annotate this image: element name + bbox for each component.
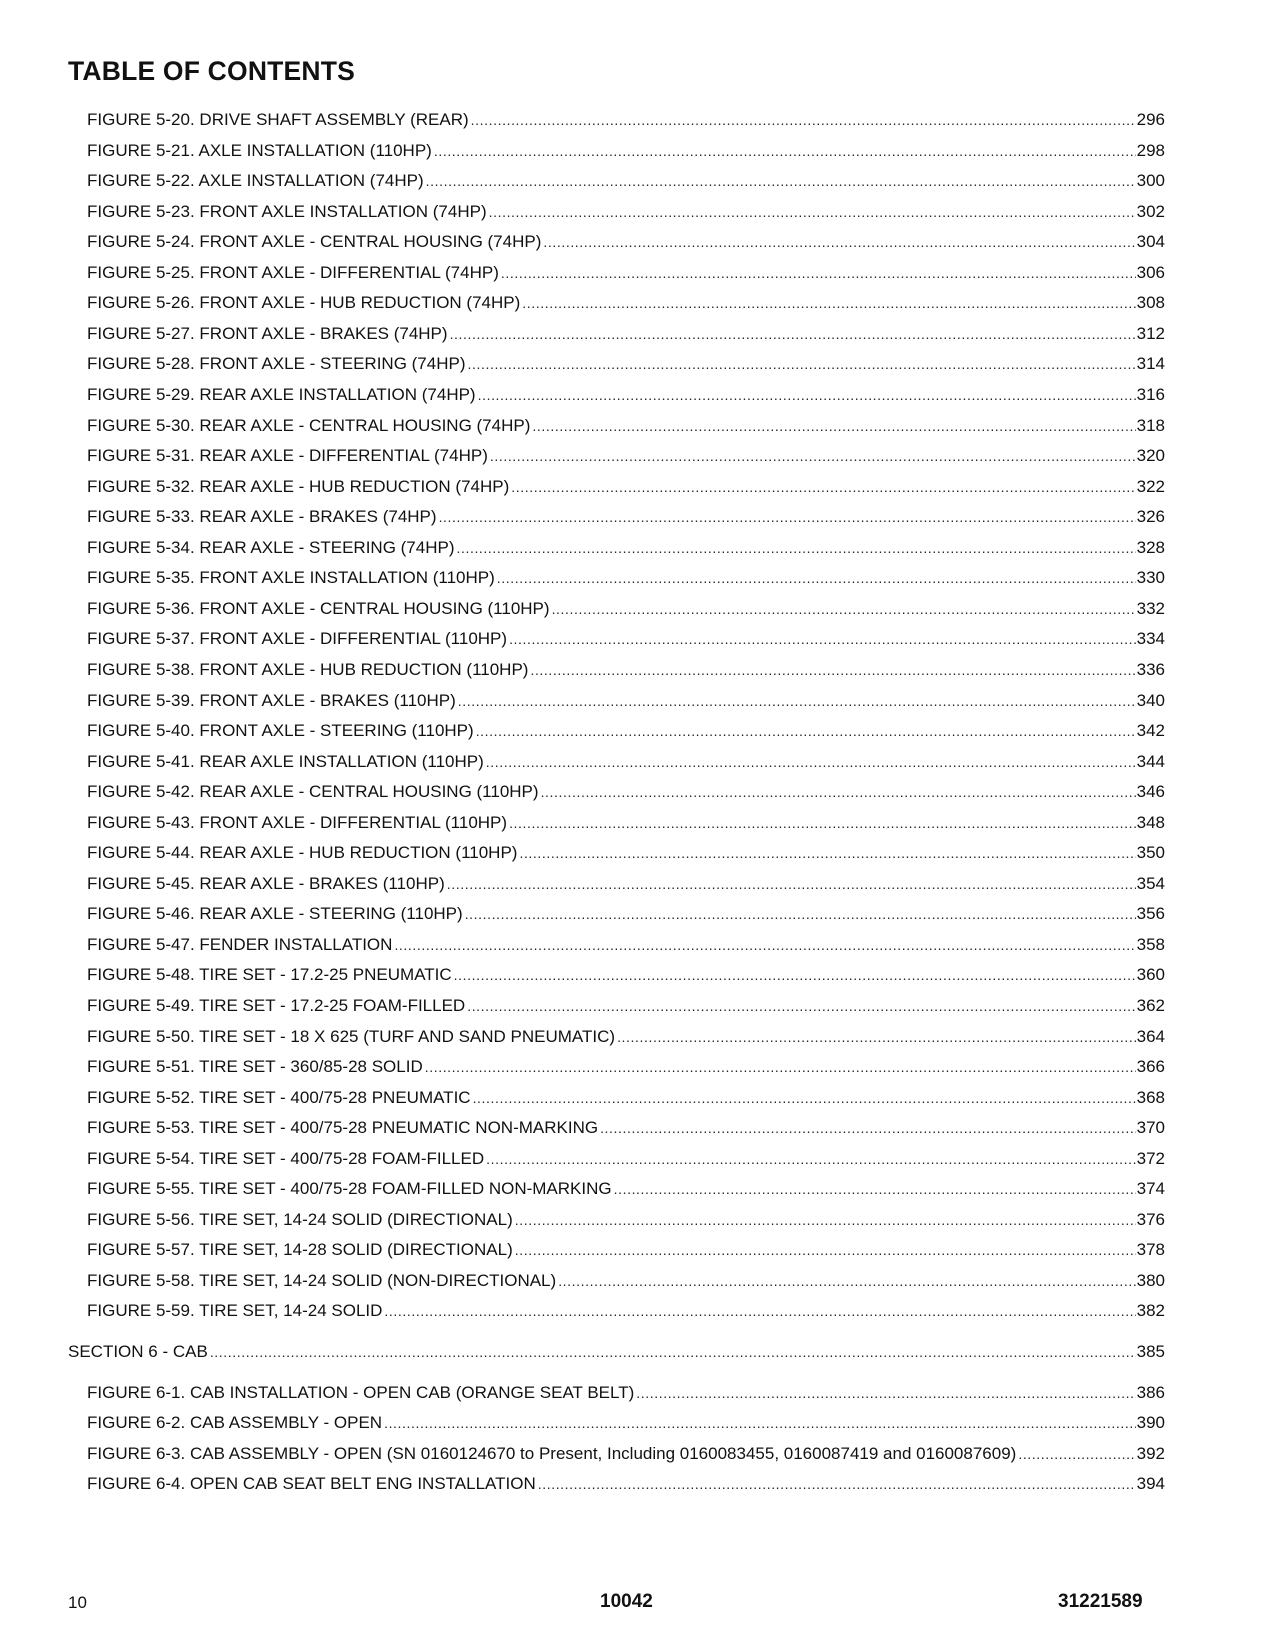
toc-entry-page: 374 bbox=[1136, 1179, 1165, 1199]
toc-figure-entry[interactable] bbox=[87, 323, 1165, 345]
toc-figure-entry[interactable] bbox=[87, 751, 1165, 773]
toc-entry-title: FIGURE 6-4. OPEN CAB SEAT BELT ENG INSTALLATION bbox=[87, 1474, 536, 1494]
toc-entry-page: 328 bbox=[1136, 537, 1165, 557]
toc-entry-title: FIGURE 5-52. TIRE SET - 400/75-28 PNEUMATIC bbox=[87, 1087, 471, 1107]
toc-entry-title: FIGURE 5-27. FRONT AXLE - BRAKES (74HP) bbox=[87, 323, 448, 343]
toc-entry-title: FIGURE 5-31. REAR AXLE - DIFFERENTIAL (74HP) bbox=[87, 446, 488, 466]
toc-entry-page: 314 bbox=[1136, 354, 1165, 374]
toc-entry-page: 300 bbox=[1136, 171, 1165, 191]
toc-entry-page: 364 bbox=[1136, 1026, 1165, 1046]
toc-dot-leader bbox=[210, 1341, 1136, 1363]
toc-figure-entry[interactable] bbox=[87, 598, 1165, 620]
toc-dot-leader bbox=[552, 598, 1136, 620]
toc-figure-entry[interactable] bbox=[87, 1087, 1165, 1109]
toc-entry-title: FIGURE 5-28. FRONT AXLE - STEERING (74HP) bbox=[87, 354, 466, 374]
toc-entry-page: 366 bbox=[1136, 1057, 1165, 1076]
toc-entry-title: FIGURE 5-29. REAR AXLE INSTALLATION (74HP) bbox=[87, 385, 476, 404]
toc-entry-title: FIGURE 5-58. TIRE SET, 14-24 SOLID (NON-DIRECTIONAL) bbox=[87, 1270, 557, 1290]
toc-section-entry[interactable] bbox=[68, 1341, 1165, 1363]
toc-entry-page: 298 bbox=[1136, 140, 1165, 160]
toc-dot-leader bbox=[486, 751, 1136, 773]
toc-figure-entry[interactable] bbox=[87, 1300, 1165, 1322]
toc-entry-page: 302 bbox=[1136, 201, 1165, 221]
toc-dot-leader bbox=[509, 628, 1136, 650]
toc-entry-page: 332 bbox=[1136, 598, 1165, 618]
toc-entry-title: FIGURE 5-20. DRIVE SHAFT ASSEMBLY (REAR) bbox=[87, 110, 469, 129]
toc-entry-page: 356 bbox=[1136, 904, 1165, 924]
toc-dot-leader bbox=[468, 353, 1136, 375]
toc-entry-title: FIGURE 5-21. AXLE INSTALLATION (110HP) bbox=[87, 140, 432, 160]
toc-figure-entry[interactable] bbox=[87, 690, 1165, 712]
toc-dot-leader bbox=[425, 1056, 1136, 1078]
toc-figure-entry[interactable] bbox=[87, 201, 1165, 223]
toc-entry-page: 348 bbox=[1136, 812, 1165, 832]
toc-entry-page: 312 bbox=[1136, 323, 1165, 343]
toc-entry-title: FIGURE 5-40. FRONT AXLE - STEERING (110HP) bbox=[87, 721, 474, 740]
toc-dot-leader bbox=[558, 1270, 1135, 1292]
toc-entry-title: FIGURE 5-53. TIRE SET - 400/75-28 PNEUMATIC NON-MARKING bbox=[87, 1118, 599, 1138]
toc-figure-entry[interactable] bbox=[87, 781, 1165, 803]
toc-entry-title: FIGURE 6-3. CAB ASSEMBLY - OPEN (SN 0160124670 to Present, Including 0160083455, 0160087419 and 0160087609) bbox=[87, 1443, 1017, 1463]
toc-entry-title: FIGURE 5-56. TIRE SET, 14-24 SOLID (DIRECTIONAL) bbox=[87, 1209, 513, 1229]
toc-dot-leader bbox=[465, 903, 1136, 925]
toc-figure-entry[interactable] bbox=[87, 353, 1165, 375]
toc-entry-title: FIGURE 5-42. REAR AXLE - CENTRAL HOUSING (110HP) bbox=[87, 782, 539, 802]
toc-entry-title: FIGURE 5-54. TIRE SET - 400/75-28 FOAM-FILLED bbox=[87, 1148, 485, 1168]
toc-entry-page: 326 bbox=[1136, 507, 1165, 527]
toc-dot-leader bbox=[476, 720, 1136, 742]
toc-entry-page: 394 bbox=[1136, 1474, 1165, 1494]
toc-entry-page: 382 bbox=[1136, 1301, 1165, 1321]
toc-entry-page: 360 bbox=[1136, 965, 1165, 985]
footer-page-number: 10 bbox=[68, 1593, 87, 1612]
toc-entry-title: FIGURE 5-45. REAR AXLE - BRAKES (110HP) bbox=[87, 873, 445, 893]
toc-entry-page: 342 bbox=[1136, 721, 1165, 740]
toc-entry-title: FIGURE 5-57. TIRE SET, 14-28 SOLID (DIRECTIONAL) bbox=[87, 1240, 513, 1260]
toc-entry-page: 362 bbox=[1136, 995, 1165, 1015]
toc-dot-leader bbox=[471, 109, 1136, 131]
toc-figure-entry[interactable] bbox=[87, 1056, 1165, 1078]
toc-dot-leader bbox=[447, 873, 1136, 895]
toc-dot-leader bbox=[1018, 1443, 1135, 1465]
toc-figure-entry[interactable] bbox=[87, 476, 1165, 498]
toc-dot-leader bbox=[384, 1300, 1135, 1322]
toc-dot-leader bbox=[522, 292, 1135, 314]
toc-figure-entry[interactable] bbox=[87, 903, 1165, 925]
toc-entry-page: 390 bbox=[1136, 1413, 1165, 1433]
toc-entry-page: 334 bbox=[1136, 629, 1165, 649]
toc-entry-page: 308 bbox=[1136, 293, 1165, 313]
toc-figure-entry[interactable] bbox=[87, 1412, 1165, 1434]
toc-dot-leader bbox=[541, 781, 1136, 803]
toc-entry-page: 346 bbox=[1136, 782, 1165, 802]
toc-entry-page: 344 bbox=[1136, 751, 1165, 771]
toc-figure-entry[interactable] bbox=[87, 720, 1165, 742]
toc-entry-page: 354 bbox=[1136, 873, 1165, 893]
toc-entry-title: FIGURE 5-23. FRONT AXLE INSTALLATION (74HP) bbox=[87, 201, 487, 221]
toc-dot-leader bbox=[384, 1412, 1136, 1434]
toc-entry-page: 380 bbox=[1136, 1270, 1165, 1290]
toc-entry-page: 316 bbox=[1136, 385, 1165, 404]
toc-entry-title: FIGURE 5-26. FRONT AXLE - HUB REDUCTION (74HP) bbox=[87, 293, 521, 313]
toc-entry-title: FIGURE 5-25. FRONT AXLE - DIFFERENTIAL (74HP) bbox=[87, 262, 499, 282]
toc-entry-title: FIGURE 5-48. TIRE SET - 17.2-25 PNEUMATIC bbox=[87, 965, 452, 985]
toc-figure-entry[interactable] bbox=[87, 964, 1165, 986]
toc-figure-entry[interactable] bbox=[87, 659, 1165, 681]
toc-entry-page: 336 bbox=[1136, 659, 1165, 679]
toc-dot-leader bbox=[490, 445, 1136, 467]
toc-figure-entry[interactable] bbox=[87, 628, 1165, 650]
toc-dot-leader bbox=[450, 323, 1136, 345]
toc-dot-leader bbox=[497, 567, 1136, 589]
toc-figure-entry[interactable] bbox=[87, 1270, 1165, 1292]
toc-entry-title: FIGURE 5-32. REAR AXLE - HUB REDUCTION (74HP) bbox=[87, 476, 510, 496]
toc-dot-leader bbox=[501, 262, 1136, 284]
toc-dot-leader bbox=[456, 537, 1135, 559]
toc-entry-title: FIGURE 5-46. REAR AXLE - STEERING (110HP) bbox=[87, 904, 463, 924]
toc-entry-title: FIGURE 5-55. TIRE SET - 400/75-28 FOAM-FILLED NON-MARKING bbox=[87, 1179, 612, 1199]
toc-entry-title: SECTION 6 - CAB bbox=[68, 1342, 208, 1361]
toc-entry-title: FIGURE 5-33. REAR AXLE - BRAKES (74HP) bbox=[87, 507, 437, 527]
toc-entry-page: 378 bbox=[1136, 1240, 1165, 1260]
toc-dot-leader bbox=[439, 506, 1136, 528]
toc-dot-leader bbox=[532, 415, 1135, 437]
toc-figure-entry[interactable] bbox=[87, 1209, 1165, 1231]
toc-dot-leader bbox=[617, 1026, 1136, 1048]
toc-dot-leader bbox=[636, 1382, 1135, 1404]
toc-entry-page: 370 bbox=[1136, 1118, 1165, 1138]
toc-figure-entry[interactable] bbox=[87, 170, 1165, 192]
toc-entry-title: FIGURE 5-38. FRONT AXLE - HUB REDUCTION (110HP) bbox=[87, 659, 529, 679]
toc-dot-leader bbox=[478, 384, 1136, 406]
toc-dot-leader bbox=[489, 201, 1136, 223]
toc-entry-page: 376 bbox=[1136, 1209, 1165, 1229]
toc-entry-title: FIGURE 5-50. TIRE SET - 18 X 625 (TURF AND SAND PNEUMATIC) bbox=[87, 1026, 616, 1046]
toc-dot-leader bbox=[530, 659, 1135, 681]
toc-figure-entry[interactable] bbox=[87, 109, 1165, 131]
toc-entry-page: 320 bbox=[1136, 446, 1165, 466]
toc-figure-entry[interactable] bbox=[87, 1117, 1165, 1139]
toc-entry-title: FIGURE 5-37. FRONT AXLE - DIFFERENTIAL (110HP) bbox=[87, 629, 508, 649]
footer-part-number: 31221589 bbox=[1058, 1591, 1143, 1612]
toc-dot-leader bbox=[394, 934, 1135, 956]
toc-entry-title: FIGURE 5-49. TIRE SET - 17.2-25 FOAM-FILLED bbox=[87, 995, 466, 1015]
page-title: TABLE OF CONTENTS bbox=[68, 56, 356, 86]
toc-figure-entry[interactable] bbox=[87, 1473, 1165, 1495]
toc-entry-title: FIGURE 5-34. REAR AXLE - STEERING (74HP) bbox=[87, 537, 455, 557]
toc-dot-leader bbox=[511, 476, 1135, 498]
toc-entry-title: FIGURE 6-2. CAB ASSEMBLY - OPEN bbox=[87, 1413, 383, 1433]
toc-figure-entry[interactable] bbox=[87, 537, 1165, 559]
toc-entry-title: FIGURE 5-36. FRONT AXLE - CENTRAL HOUSING (110HP) bbox=[87, 598, 550, 618]
toc-entry-page: 340 bbox=[1136, 690, 1165, 710]
toc-figure-entry[interactable] bbox=[87, 934, 1165, 956]
toc-entry-title: FIGURE 6-1. CAB INSTALLATION - OPEN CAB (ORANGE SEAT BELT) bbox=[87, 1382, 635, 1402]
toc-dot-leader bbox=[486, 1148, 1136, 1170]
toc-figure-entry[interactable] bbox=[87, 1382, 1165, 1404]
toc-figure-entry[interactable] bbox=[87, 262, 1165, 284]
toc-dot-leader bbox=[538, 1473, 1136, 1495]
toc-entry-page: 296 bbox=[1136, 110, 1165, 129]
toc-dot-leader bbox=[515, 1209, 1136, 1231]
toc-dot-leader bbox=[426, 170, 1136, 192]
toc-dot-leader bbox=[519, 842, 1135, 864]
toc-figure-entry[interactable] bbox=[87, 995, 1165, 1017]
toc-entry-title: FIGURE 5-43. FRONT AXLE - DIFFERENTIAL (110HP) bbox=[87, 812, 508, 832]
toc-entry-page: 350 bbox=[1136, 843, 1165, 863]
toc-entry-page: 386 bbox=[1136, 1382, 1165, 1402]
toc-figure-entry[interactable] bbox=[87, 292, 1165, 314]
toc-figure-entry[interactable] bbox=[87, 812, 1165, 834]
toc-figure-entry[interactable] bbox=[87, 567, 1165, 589]
toc-entry-page: 318 bbox=[1136, 415, 1165, 435]
toc-dot-leader bbox=[543, 231, 1135, 253]
toc-dot-leader bbox=[614, 1178, 1136, 1200]
toc-entry-page: 372 bbox=[1136, 1148, 1165, 1168]
toc-entry-title: FIGURE 5-24. FRONT AXLE - CENTRAL HOUSING (74HP) bbox=[87, 232, 542, 252]
toc-figure-entry[interactable] bbox=[87, 384, 1165, 406]
toc-entry-title: FIGURE 5-47. FENDER INSTALLATION bbox=[87, 934, 393, 954]
toc-figure-entry[interactable] bbox=[87, 1148, 1165, 1170]
toc-entry-page: 306 bbox=[1136, 262, 1165, 282]
toc-dot-leader bbox=[509, 812, 1136, 834]
toc-entry-title: FIGURE 5-59. TIRE SET, 14-24 SOLID bbox=[87, 1301, 383, 1321]
toc-figure-entry[interactable] bbox=[87, 842, 1165, 864]
toc-entry-page: 322 bbox=[1136, 476, 1165, 496]
footer-model: 10042 bbox=[600, 1591, 653, 1612]
toc-dot-leader bbox=[473, 1087, 1136, 1109]
toc-entry-title: FIGURE 5-35. FRONT AXLE INSTALLATION (110HP) bbox=[87, 568, 495, 588]
toc-entry-title: FIGURE 5-44. REAR AXLE - HUB REDUCTION (110HP) bbox=[87, 843, 518, 863]
toc-figure-entry[interactable] bbox=[87, 1443, 1165, 1465]
toc-figure-entry[interactable] bbox=[87, 873, 1165, 895]
toc-figure-entry[interactable] bbox=[87, 415, 1165, 437]
toc-figure-entry[interactable] bbox=[87, 1026, 1165, 1048]
toc-entry-title: FIGURE 5-22. AXLE INSTALLATION (74HP) bbox=[87, 171, 424, 191]
toc-entry-title: FIGURE 5-39. FRONT AXLE - BRAKES (110HP) bbox=[87, 690, 456, 710]
toc-entry-page: 304 bbox=[1136, 232, 1165, 252]
toc-dot-leader bbox=[600, 1117, 1136, 1139]
toc-dot-leader bbox=[458, 690, 1136, 712]
toc-figure-entry[interactable] bbox=[87, 1239, 1165, 1261]
toc-entry-page: 385 bbox=[1136, 1342, 1165, 1361]
toc-entry-page: 358 bbox=[1136, 934, 1165, 954]
toc-figure-entry[interactable] bbox=[87, 231, 1165, 253]
toc-entry-page: 368 bbox=[1136, 1087, 1165, 1107]
toc-dot-leader bbox=[454, 964, 1136, 986]
toc-figure-entry[interactable] bbox=[87, 140, 1165, 162]
toc-dot-leader bbox=[467, 995, 1135, 1017]
toc-figure-entry[interactable] bbox=[87, 445, 1165, 467]
toc-entry-title: FIGURE 5-30. REAR AXLE - CENTRAL HOUSING (74HP) bbox=[87, 415, 531, 435]
toc-entry-title: FIGURE 5-51. TIRE SET - 360/85-28 SOLID bbox=[87, 1057, 423, 1076]
toc-entry-page: 330 bbox=[1136, 568, 1165, 588]
toc-entry-page: 392 bbox=[1136, 1443, 1165, 1463]
toc-dot-leader bbox=[515, 1239, 1136, 1261]
toc-entry-title: FIGURE 5-41. REAR AXLE INSTALLATION (110HP) bbox=[87, 751, 484, 771]
toc-figure-entry[interactable] bbox=[87, 506, 1165, 528]
toc-figure-entry[interactable] bbox=[87, 1178, 1165, 1200]
toc-dot-leader bbox=[434, 140, 1136, 162]
